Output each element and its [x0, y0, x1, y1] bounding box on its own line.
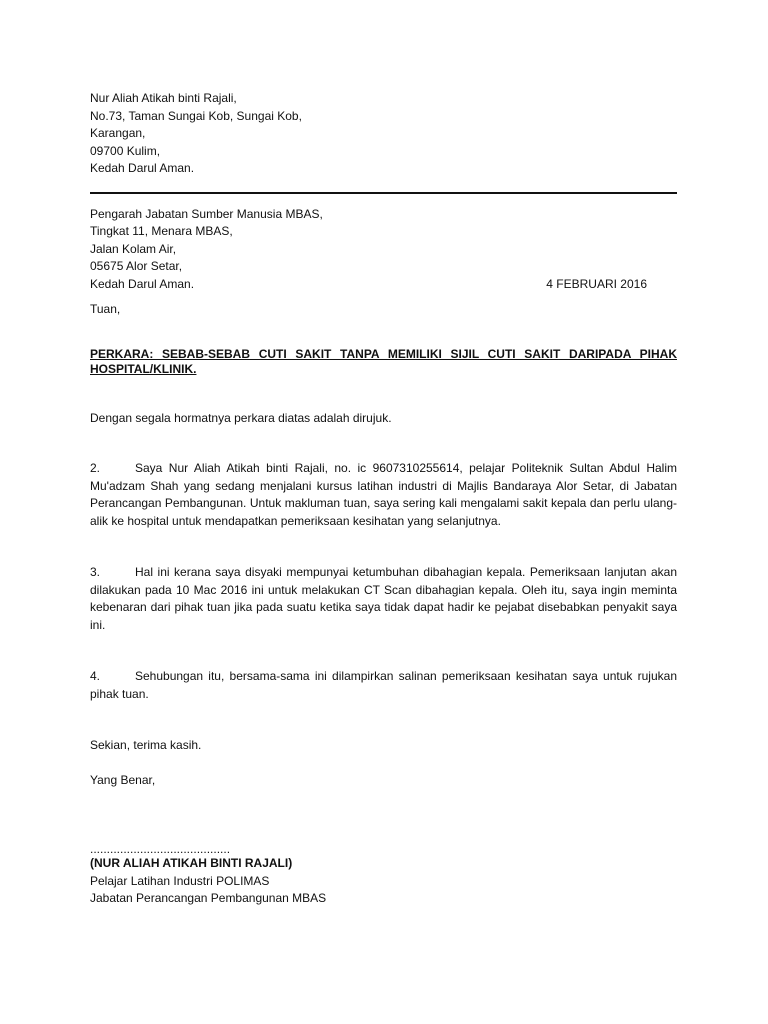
sender-line: 09700 Kulim, — [90, 143, 161, 158]
paragraph-2 — [90, 460, 677, 530]
signatory-title: Pelajar Latihan Industri POLIMAS — [90, 873, 270, 888]
sender-line: Kedah Darul Aman. — [90, 161, 195, 175]
sender-line: Karangan, — [90, 126, 146, 140]
signatory-department: Jabatan Perancangan Pembangunan MBAS — [90, 891, 327, 905]
recipient-line: Jalan Kolam Air, — [90, 241, 177, 256]
paragraph-text: Hal ini kerana saya disyaki mempunyai ketumbuhan dibahagian kepala. Pemeriksaan lanjutan akan dilakukan pada 10 Mac 2016 ini untuk melakukan CT Scan dibahagian kepala. Oleh itu, saya ingin meminta kebenaran dari pihak tuan jika pada suatu ketika saya tidak dapat hadir ke pejabat disebabkan penyakit saya ini. — [90, 565, 677, 632]
sender-line: No.73, Taman Sungai Kob, Sungai Kob, — [90, 108, 302, 123]
recipient-address — [90, 206, 677, 294]
signature-dots: .......................................... — [90, 842, 231, 856]
subject-line: PERKARA: SEBAB-SEBAB CUTI SAKIT TANPA MEMILIKI SIJIL CUTI SAKIT DARIPADA PIHAK HOSPITAL/KLINIK. — [90, 346, 677, 376]
sender-line: Nur Aliah Atikah binti Rajali, — [90, 91, 237, 105]
paragraph-number: 2. — [90, 461, 101, 475]
paragraph-text: Sehubungan itu, bersama-sama ini dilampirkan salinan pemeriksaan kesihatan saya untuk rujukan pihak tuan. — [90, 669, 677, 701]
paragraph-number: 3. — [90, 565, 101, 579]
recipient-line: Pengarah Jabatan Sumber Manusia MBAS, — [90, 206, 323, 221]
header-divider — [90, 192, 677, 194]
paragraph-3 — [90, 564, 677, 634]
paragraph-text: Saya Nur Aliah Atikah binti Rajali, no. ic 9607310255614, pelajar Politeknik Sultan Abdul Halim Mu'adzam Shah yang sedang menjalani kursus latihan industri di Majlis Bandaraya Alor Setar, di Jabatan Perancangan Pembangunan. Untuk makluman tuan, saya sering kali mengalami sakit kepala dan perlu ulang-alik ke hospital untuk mendapatkan pemeriksaan kesihatan yang selanjutnya. — [90, 461, 677, 528]
recipient-line: Kedah Darul Aman. — [90, 276, 195, 291]
recipient-line: 05675 Alor Setar, — [90, 259, 183, 273]
salutation: Tuan, — [90, 302, 121, 316]
sender-address — [90, 90, 677, 178]
signatory-name: (NUR ALIAH ATIKAH BINTI RAJALI) — [90, 856, 293, 870]
paragraph-number: 4. — [90, 669, 101, 683]
closing-line: Sekian, terima kasih. — [90, 738, 202, 752]
letter-page — [90, 90, 677, 908]
recipient-line: Tingkat 11, Menara MBAS, — [90, 224, 233, 238]
paragraph-4 — [90, 668, 677, 703]
intro-paragraph: Dengan segala hormatnya perkara diatas adalah dirujuk. — [90, 410, 392, 425]
letter-date: 4 FEBRUARI 2016 — [546, 276, 647, 291]
sign-off: Yang Benar, — [90, 772, 156, 787]
